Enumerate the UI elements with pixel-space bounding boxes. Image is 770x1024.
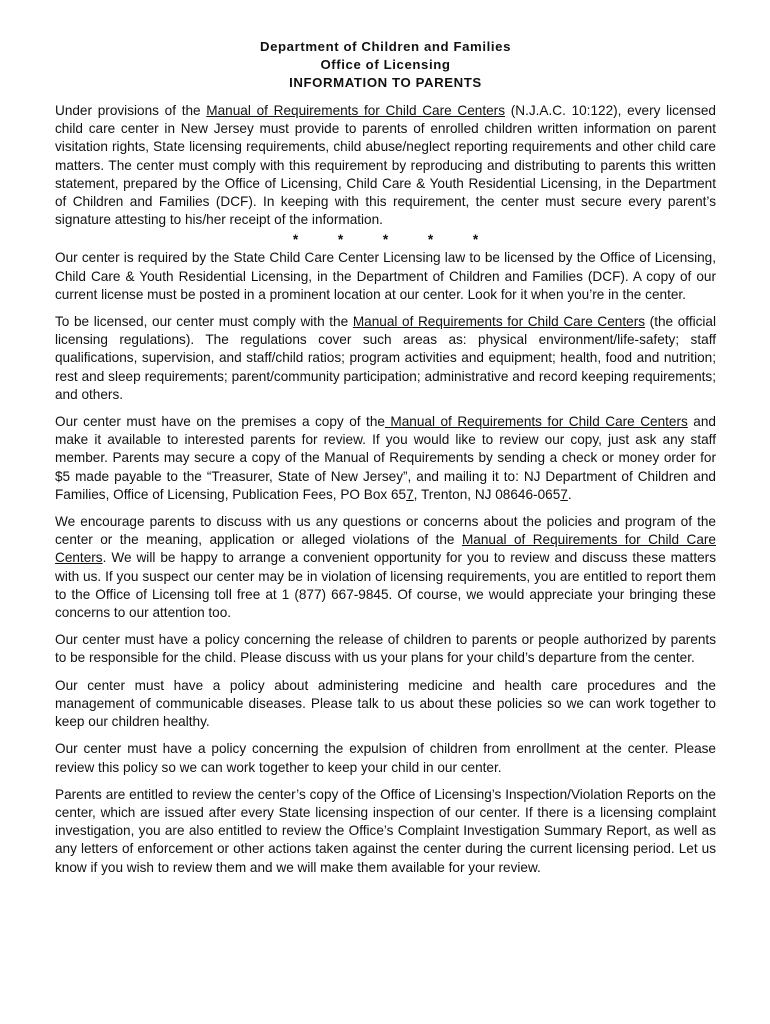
manual-copy-text-end: . bbox=[567, 486, 572, 502]
manual-copy-address: , Trenton, NJ 08646-065 bbox=[413, 486, 561, 502]
zip-digit-underlined: 7 bbox=[560, 486, 568, 502]
po-box-digit-underlined: 7 bbox=[406, 486, 414, 502]
paragraph-concerns bbox=[55, 513, 716, 622]
paragraph-expulsion-policy: Our center must have a policy concerning the expulsion of children from enrollment at the center. Please review this policy so we can work together to keep your child in our center. bbox=[55, 741, 716, 775]
separator-star: * bbox=[427, 232, 434, 248]
document-title: INFORMATION TO PARENTS bbox=[289, 75, 482, 90]
office-title: Office of Licensing bbox=[320, 57, 451, 72]
manual-copy-text-middle: and make it available to interested parents for review. If you would like to review our copy, just ask any staff member. Parents may secure a copy of the Manual of Requirements by sending a check or money order for $5 made payable to the “Treasurer, State of New Jersey”, and mailing it to: NJ Department of Children and Families, Office of Licensing, Publication Fees, PO Box 65 bbox=[55, 414, 716, 502]
intro-text-start: Under provisions of the bbox=[55, 103, 207, 118]
manual-title-underlined: Manual of Requirements for Child Care Centers bbox=[206, 103, 506, 118]
paragraph-intro bbox=[55, 102, 716, 229]
separator-star: * bbox=[337, 232, 344, 248]
regulations-text-start: To be licensed, our center must comply with the bbox=[55, 314, 353, 330]
manual-title-underlined: Manual of Requirements for Child Care Centers bbox=[55, 532, 716, 566]
department-title: Department of Children and Families bbox=[259, 39, 512, 54]
paragraph-license: Our center is required by the State Child Care Center Licensing law to be licensed by the Office of Licensing, Child Care & Youth Residential Licensing, in the Department of Children and Families (DCF). A copy of our current license must be posted in a prominent location at our center. Look for it when you’re in the center. bbox=[55, 250, 716, 302]
paragraph-regulations bbox=[55, 313, 716, 404]
paragraph-medicine-policy: Our center must have a policy about administering medicine and health care procedures and the management of communicable diseases. Please talk to us about these policies so we can work together to keep our children healthy. bbox=[55, 677, 716, 730]
paragraph-inspection-reports: Parents are entitled to review the center’s copy of the Office of Licensing’s Inspection/Violation Reports on the center, which are issued after every State licensing inspection of our center. If there is a licensing complaint investigation, you are also entitled to review the Office’s Complaint Investigation Summary Report, as well as any letters of enforcement or other actions taken against the center during the current licensing period. Let us know if you wish to review them and we will make them available for your review. bbox=[55, 786, 716, 875]
separator-star: * bbox=[472, 232, 479, 248]
manual-title-underlined: Manual of Requirements for Child Care Centers bbox=[352, 314, 646, 330]
separator-star: * bbox=[382, 232, 389, 248]
regulations-text-end: (the official licensing regulations). The regulations cover such areas as: physical environment/life-safety; staff qualifications, supervision, and staff/child ratios; program activities and equipment; health, food and nutrition; rest and sleep requirements; parent/community participation; administrative and record keeping requirements; and others. bbox=[55, 314, 717, 402]
paragraph-manual-copy bbox=[55, 413, 716, 504]
concerns-text-start: We encourage parents to discuss with us any questions or concerns about the policies and program of the center or the meaning, application or alleged violations of the bbox=[55, 514, 716, 548]
manual-copy-text-start: Our center must have on the premises a copy of the bbox=[55, 414, 385, 430]
separator-star: * bbox=[292, 232, 299, 248]
intro-text-end: (N.J.A.C. 10:122), every licensed child care center in New Jersey must provide to parents of enrolled children written information on parent visitation rights, State licensing requirements, child abuse/neglect reporting requirements and other child care matters. The center must comply with this requirement by reproducing and distributing to parents this written statement, prepared by the Office of Licensing, Child Care & Youth Residential Licensing, in the Department of Children and Families (DCF). In keeping with this requirement, the center must secure every parent’s signature attesting to his/her receipt of the information. bbox=[55, 103, 716, 228]
concerns-text-end: . We will be happy to arrange a convenient opportunity for you to review and discuss these matters with us. If you suspect our center may be in violation of licensing requirements, you are entitled to report them to the Office of Licensing toll free at 1 (877) 667-9845. Of course, we would appreciate your bringing these concerns to our attention too. bbox=[55, 550, 716, 621]
manual-title-underlined: Manual of Requirements for Child Care Centers bbox=[384, 414, 688, 430]
document-header bbox=[55, 38, 716, 92]
document-page bbox=[55, 38, 716, 886]
star-separator bbox=[55, 231, 716, 249]
paragraph-release-policy: Our center must have a policy concerning the release of children to parents or people authorized by parents to be responsible for the child. Please discuss with us your plans for your child’s departure from the center. bbox=[55, 632, 716, 666]
